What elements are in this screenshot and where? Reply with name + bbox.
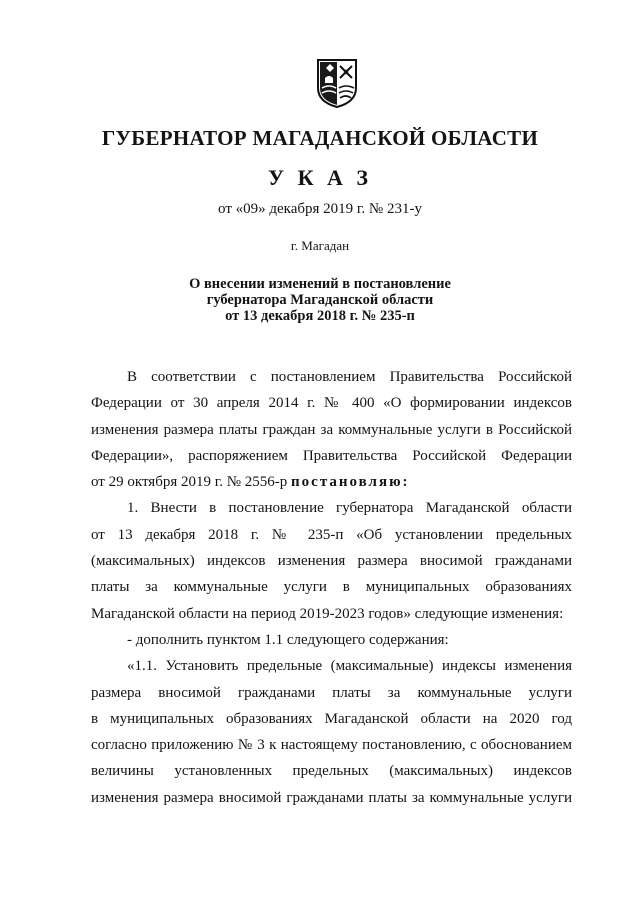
paragraph-amendment-text <box>91 653 572 811</box>
document-body <box>91 364 572 811</box>
text-line: «1.1. Установить предельные (максимальные) индексы изменения <box>127 658 572 675</box>
text-line: Федерации от 30 апреля 2014 г. № 400 «О формировании индексов <box>91 395 572 412</box>
paragraph-amendment-intro <box>91 627 572 653</box>
text-line: Федерации», распоряжением Правительства Российской Федерации <box>91 447 572 464</box>
text-line: изменения размера вносимой гражданами платы за коммунальные услуги <box>91 789 572 806</box>
text-line: - дополнить пунктом 1.1 следующего содержания: <box>127 631 449 648</box>
text-line: в муниципальных образованиях Магаданской области на 2020 год <box>91 710 572 727</box>
issuing-authority: ГУБЕРНАТОР МАГАДАНСКОЙ ОБЛАСТИ <box>101 126 539 150</box>
text-line: от 13 декабря 2018 г. № 235-п «Об установлении предельных <box>91 526 572 543</box>
text-line: платы за коммунальные услуги в муниципальных образованиях <box>91 579 572 596</box>
subject-line: О внесении изменений в постановление <box>189 276 451 292</box>
paragraph-item-1 <box>91 495 572 626</box>
subject-line: от 13 декабря 2018 г. № 235-п <box>225 308 415 324</box>
magadan-coat-of-arms-icon <box>316 58 358 108</box>
text-line: величины установленных предельных (максимальных) индексов <box>91 763 572 780</box>
date-and-number: от «09» декабря 2019 г. № 231-у <box>218 201 422 217</box>
text-fragment: от 29 октября 2019 г. № 2556-р <box>91 474 292 491</box>
text-line <box>91 469 572 495</box>
document-type: У К А З <box>267 165 373 190</box>
text-line: изменения размера платы граждан за коммунальные услуги в Российской <box>91 421 572 438</box>
place-of-issue: г. Магадан <box>290 238 350 253</box>
paragraph-preamble <box>91 364 572 495</box>
text-line: согласно приложению № 3 к настоящему постановлению, с обоснованием <box>91 737 572 754</box>
text-line: размера вносимой гражданами платы за коммунальные услуги <box>91 684 572 701</box>
text-line: (максимальных) индексов изменения размера вносимой гражданами <box>91 553 572 570</box>
text-line: В соответствии с постановлением Правительства Российской <box>127 369 572 385</box>
text-line: 1. Внести в постановление губернатора Магаданской области <box>127 500 572 517</box>
operative-word: постановляю: <box>291 474 410 491</box>
text-line: Магаданской области на период 2019-2023 годов» следующие изменения: <box>91 605 564 622</box>
subject-line: губернатора Магаданской области <box>206 292 434 308</box>
document-subject <box>0 276 640 324</box>
